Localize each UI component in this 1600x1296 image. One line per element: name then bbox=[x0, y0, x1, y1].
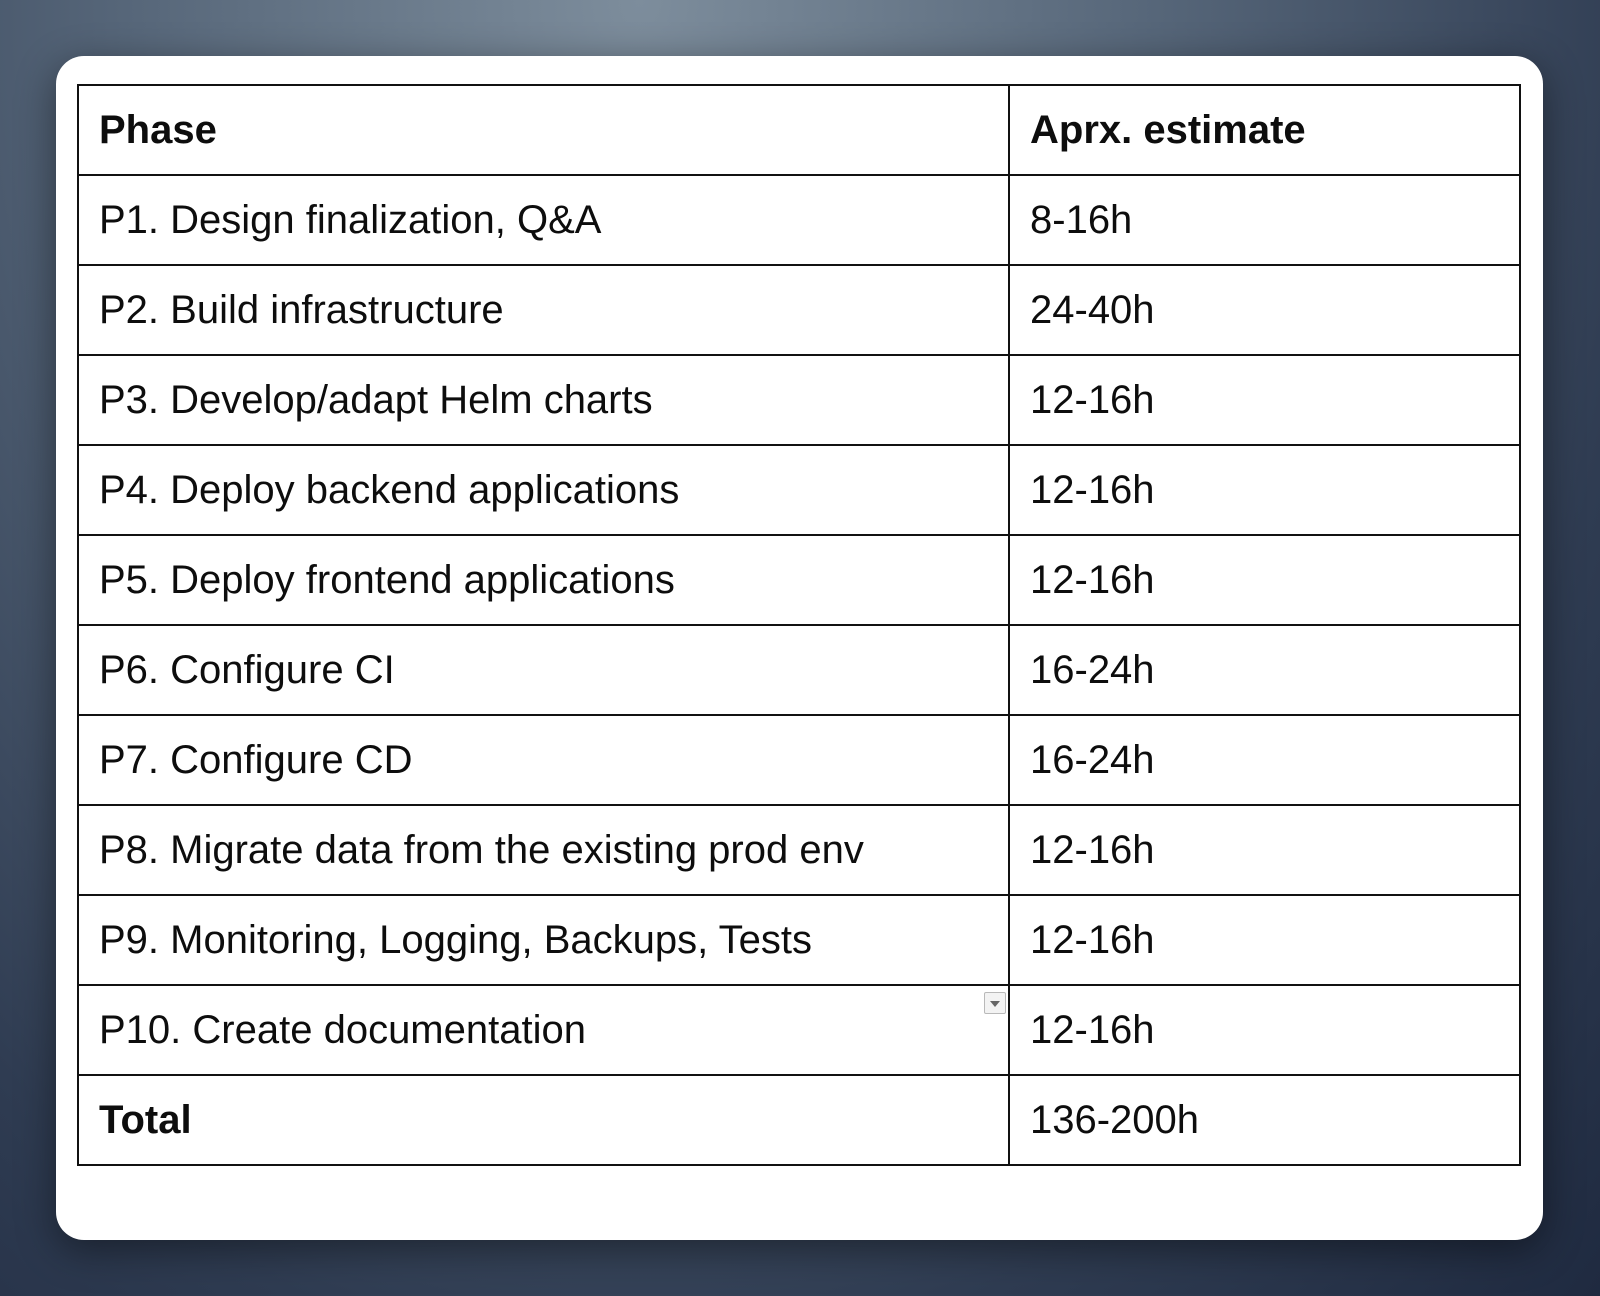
phase-cell-with-menu[interactable] bbox=[78, 985, 1009, 1075]
phase-cell[interactable]: P1. Design finalization, Q&A bbox=[78, 175, 1009, 265]
estimate-cell[interactable]: 12-16h bbox=[1009, 535, 1520, 625]
table-row bbox=[78, 175, 1520, 265]
estimate-cell[interactable]: 12-16h bbox=[1009, 445, 1520, 535]
phase-cell[interactable]: P3. Develop/adapt Helm charts bbox=[78, 355, 1009, 445]
estimate-cell[interactable]: 12-16h bbox=[1009, 985, 1520, 1075]
total-row bbox=[78, 1075, 1520, 1165]
estimate-cell[interactable]: 16-24h bbox=[1009, 625, 1520, 715]
total-estimate[interactable]: 136-200h bbox=[1009, 1075, 1520, 1165]
chevron-down-icon[interactable] bbox=[984, 992, 1006, 1014]
table-row bbox=[78, 985, 1520, 1075]
table-card bbox=[56, 56, 1543, 1240]
table-row bbox=[78, 535, 1520, 625]
phase-cell[interactable]: P5. Deploy frontend applications bbox=[78, 535, 1009, 625]
estimates-table bbox=[77, 84, 1521, 1166]
phase-cell[interactable]: P2. Build infrastructure bbox=[78, 265, 1009, 355]
estimate-cell[interactable]: 12-16h bbox=[1009, 355, 1520, 445]
phase-cell[interactable]: P4. Deploy backend applications bbox=[78, 445, 1009, 535]
table-row bbox=[78, 715, 1520, 805]
header-phase: Phase bbox=[78, 85, 1009, 175]
table-row bbox=[78, 265, 1520, 355]
estimate-cell[interactable]: 8-16h bbox=[1009, 175, 1520, 265]
estimate-cell[interactable]: 12-16h bbox=[1009, 805, 1520, 895]
estimate-cell[interactable]: 12-16h bbox=[1009, 895, 1520, 985]
phase-text: P10. Create documentation bbox=[99, 1007, 586, 1052]
header-estimate: Aprx. estimate bbox=[1009, 85, 1520, 175]
table-row bbox=[78, 355, 1520, 445]
table-row bbox=[78, 895, 1520, 985]
phase-cell[interactable]: P8. Migrate data from the existing prod env bbox=[78, 805, 1009, 895]
table-row bbox=[78, 805, 1520, 895]
estimate-cell[interactable]: 16-24h bbox=[1009, 715, 1520, 805]
table-header-row bbox=[78, 85, 1520, 175]
phase-cell[interactable]: P7. Configure CD bbox=[78, 715, 1009, 805]
estimate-cell[interactable]: 24-40h bbox=[1009, 265, 1520, 355]
phase-cell[interactable]: P6. Configure CI bbox=[78, 625, 1009, 715]
total-label[interactable]: Total bbox=[78, 1075, 1009, 1165]
table-row bbox=[78, 625, 1520, 715]
phase-cell[interactable]: P9. Monitoring, Logging, Backups, Tests bbox=[78, 895, 1009, 985]
table-row bbox=[78, 445, 1520, 535]
